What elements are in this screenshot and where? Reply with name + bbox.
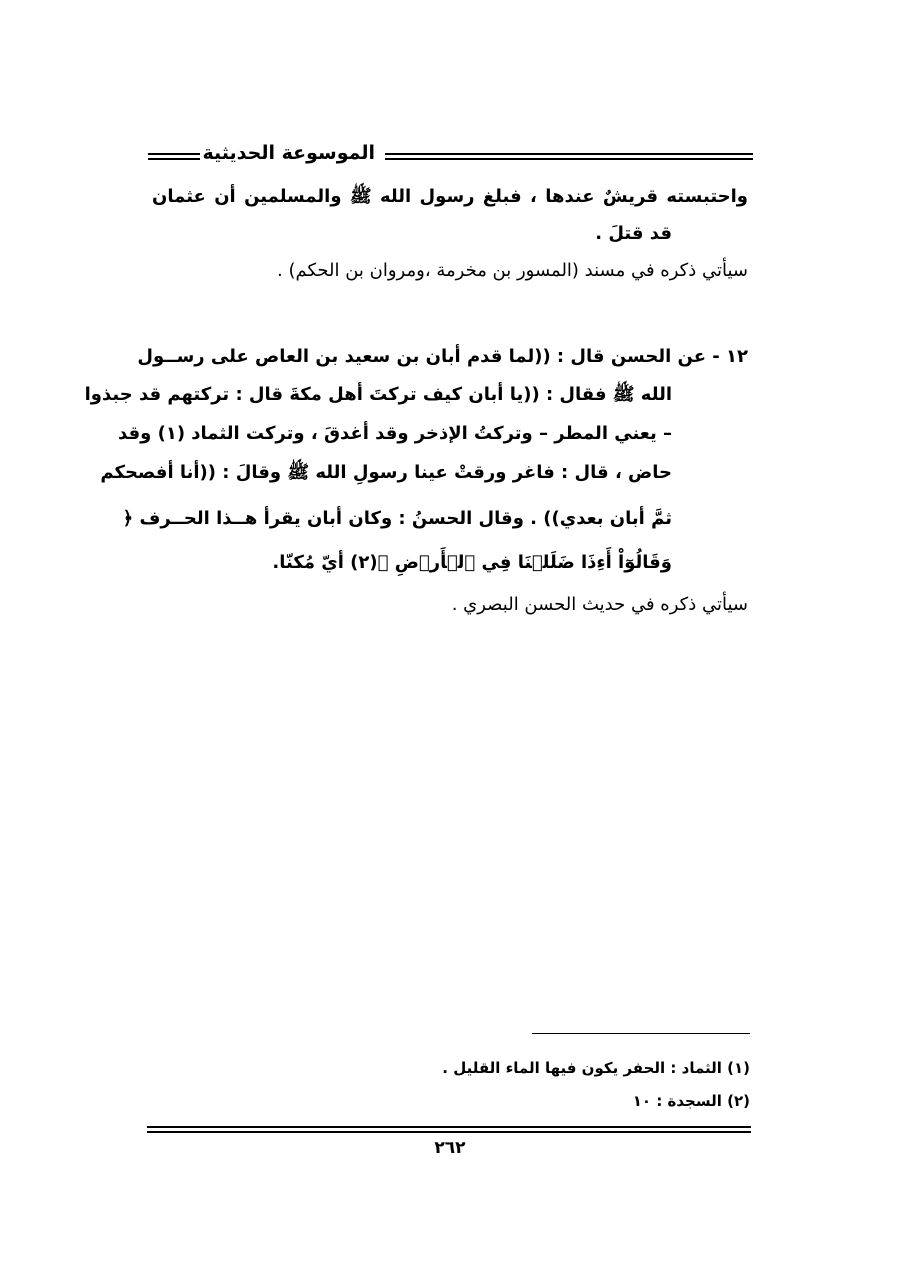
text-line-3: سيأتي ذكره في مسند (المسور بن مخرمة ،ومروان بن الحكم) .: [277, 260, 748, 281]
hadith-line-1: ١٢ - عن الحسن قال : ((لما قدم أبان بن سعيد بن العاص على رســول: [137, 346, 748, 367]
header-rule-left: [148, 153, 200, 160]
hadith-line-5: ثمَّ أبان بعدي)) . وقال الحسنُ : وكان أبان يقرأ هــذا الحــرف ﴿: [122, 508, 672, 529]
text-line-1: واحتبسته قريشٌ عندها ، فبلغ رسول الله ﷺ والمسلمين أن عثمان: [152, 186, 748, 207]
hadith-line-6-quran: وَقَالُوٓاْ أَءِذَا ضَلَلۡنَا فِي ٱلۡأَرۡضِ ﴾(٢) أيّ مُكنّا.: [272, 552, 672, 573]
text-line-reference: سيأتي ذكره في حديث الحسن البصري .: [451, 594, 748, 615]
hadith-line-3: – يعني المطر – وتركتُ الإذخر وقد أغدقَ ، وتركت الثماد (١) وقد: [117, 423, 672, 444]
footnote-1: (١) الثماد : الحفر يكون فيها الماء القليل .: [442, 1059, 750, 1077]
footer-rule: [147, 1126, 751, 1133]
hadith-line-2: الله ﷺ فقال : ((يا أبان كيف تركتَ أهل مكةَ قال : تركتهم قد جبذوا: [84, 384, 672, 405]
footnote-2: (٢) السجدة : ١٠: [632, 1092, 750, 1110]
header-title: الموسوعة الحديثية: [202, 142, 375, 164]
header-rule-right: [385, 153, 753, 160]
hadith-line-4: حاض ، قال : فاغر ورقتْ عينا رسولِ الله ﷺ وقالَ : ((أنا أفصحكم: [100, 462, 672, 483]
text-line-2: قد قتلَ .: [595, 223, 672, 244]
page-number: ٢٦٢: [434, 1138, 466, 1158]
footnote-separator: [532, 1033, 750, 1034]
